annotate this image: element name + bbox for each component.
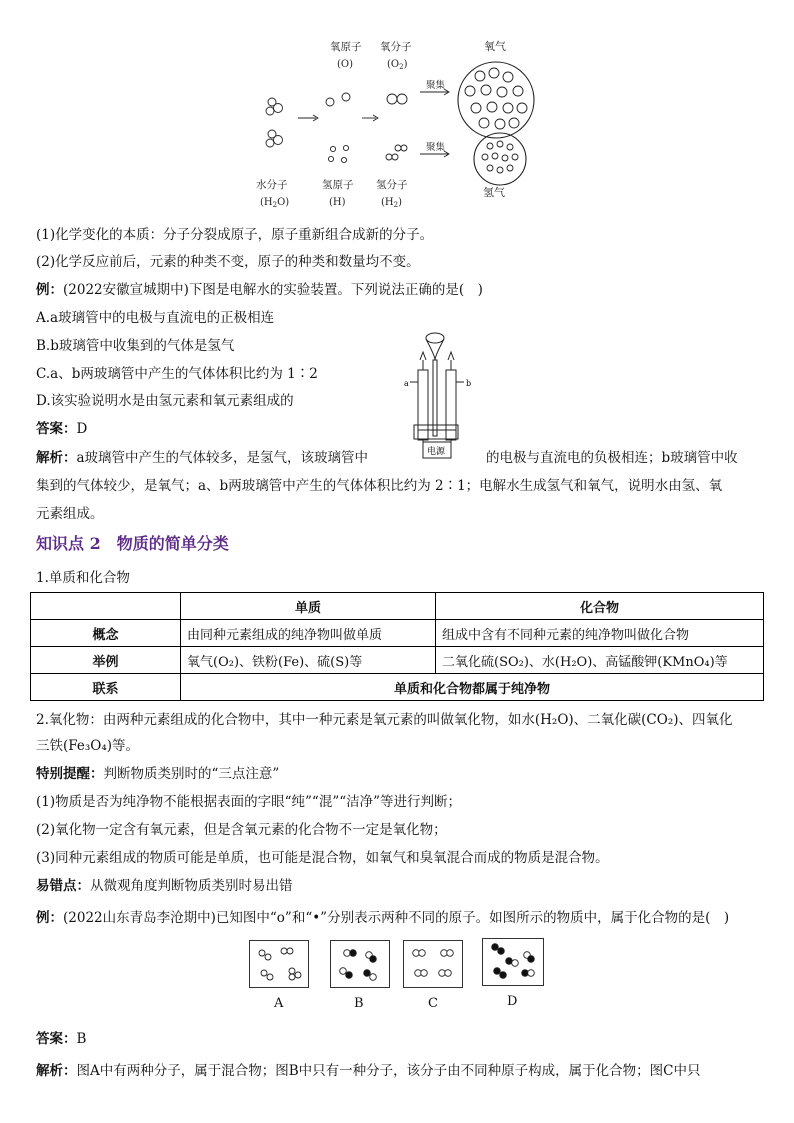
row-head: 举例 — [31, 647, 181, 674]
box-label-b: B — [354, 996, 364, 1011]
water-molecule-label: 水分子 — [256, 179, 288, 191]
answer-2 — [36, 1027, 86, 1047]
gather-label-2: 聚集 — [426, 142, 446, 153]
table-cell: 单质和化合物都属于纯净物 — [181, 674, 764, 701]
option-b: B.b玻璃管中收集到的气体是氢气 — [36, 338, 235, 354]
table-cell: 氧气(O₂)、铁粉(Fe)、硫(S)等 — [181, 647, 436, 674]
oxide-definition — [36, 708, 733, 728]
tip-2: (2)氧化物一定含有氧元素，但是含氧元素的化合物不一定是氧化物； — [36, 822, 447, 838]
option-a: A.a玻璃管中的电极与直流电的正极相连 — [36, 310, 275, 326]
explanation-label: 解析： — [36, 450, 77, 466]
particle-box-b — [330, 940, 390, 988]
explanation-text-b: 的电极与直流电的负极相连；b玻璃管中收 — [486, 450, 738, 466]
table-header-cell: 单质 — [181, 593, 436, 620]
answer-label: 答案： — [36, 1031, 77, 1047]
explanation-text: 图A中有两种分子，属于混合物；图B中只有一种分子，该分子由不同种原子构成，属于化合物；图C中只 — [76, 1063, 701, 1079]
error-text: 从微观角度判断物质类别时易出错 — [90, 878, 293, 894]
h-molecule-label: 氢分子 — [376, 179, 408, 191]
tip-3: (3)同种元素组成的物质可能是单质，也可能是混合物，如氧气和臭氧混合而成的物质是混合物。 — [36, 850, 609, 866]
tip-label: 特别提醒： — [36, 766, 104, 782]
example-text: (2022安徽宣城期中)下图是电解水的实验装置。下列说法正确的是( ) — [63, 282, 483, 298]
explanation-2 — [36, 1059, 701, 1079]
explanation-1 — [36, 446, 368, 466]
particle-box-a — [249, 940, 309, 988]
hydrogen-gas-label: 氢气 — [483, 186, 505, 199]
particle-box-d — [482, 938, 544, 986]
table-header-cell — [31, 593, 181, 620]
error-label: 易错点： — [36, 878, 90, 894]
tip-text: 判断物质类别时的“三点注意” — [103, 766, 280, 782]
error-point — [36, 874, 293, 894]
particle-box-c — [403, 940, 463, 988]
option-d: D.该实验说明水是由氢元素和氧元素组成的 — [36, 393, 294, 409]
example-label: 例： — [36, 910, 63, 926]
tube-a-label: a — [404, 379, 409, 388]
section-title: 知识点 2 物质的简单分类 — [36, 534, 229, 553]
power-label: 电源 — [427, 447, 446, 457]
oxide-def-text: 2.氧化物：由两种元素组成的化合物中，其中一种元素是氧元素的叫做氧化物，如水(H₂O)、二氧化碳(CO₂)、四氧化 — [36, 712, 733, 728]
example-1 — [36, 278, 483, 298]
h-molecule-symbol: $(H_2)$ — [381, 197, 402, 209]
example-text: (2022山东青岛李沧期中)已知图中“o”和“•”分别表示两种不同的原子。如图所示的物质中，属于化合物的是( ) — [63, 910, 730, 926]
oxide-definition-2: 三铁(Fe₃O₄)等。 — [36, 738, 140, 754]
tip-1: (1)物质是否为纯净物不能根据表面的字眼“纯”“混”“洁净”等进行判断； — [36, 794, 462, 810]
water-decomposition-diagram — [250, 36, 550, 214]
answer-value: B — [76, 1031, 87, 1047]
water-molecule-symbol: $(H_2O)$ — [260, 197, 290, 209]
tip-line — [36, 762, 279, 782]
option-c: C.a、b两玻璃管中产生的气体体积比约为 1∶2 — [36, 366, 318, 382]
electrolysis-apparatus — [400, 330, 480, 462]
example-label: 例： — [36, 282, 63, 298]
o-molecule-label: 氧分子 — [380, 41, 412, 53]
row-head: 联系 — [31, 674, 181, 701]
h-atom-symbol: (H) — [329, 197, 346, 208]
table-row — [31, 674, 764, 701]
row-head: 概念 — [31, 620, 181, 647]
explanation-text-a: a玻璃管中产生的气体较多，是氢气，该玻璃管中 — [76, 450, 369, 466]
table-cell: 由同种元素组成的纯净物叫做单质 — [181, 620, 436, 647]
answer-1 — [36, 417, 87, 437]
explanation-line-3: 元素组成。 — [36, 506, 104, 522]
oxygen-gas-label: 氧气 — [484, 40, 506, 53]
box-label-c: C — [428, 996, 438, 1011]
example-2 — [36, 906, 729, 926]
h-atom-label: 氢原子 — [322, 179, 354, 191]
tube-b-label: b — [466, 379, 472, 388]
classification-table — [30, 592, 764, 701]
table-cell: 组成中含有不同种元素的纯净物叫做化合物 — [436, 620, 764, 647]
table-row — [31, 647, 764, 674]
table-cell: 二氧化硫(SO₂)、水(H₂O)、高锰酸钾(KMnO₄)等 — [436, 647, 764, 674]
table-row — [31, 620, 764, 647]
o-atom-symbol: (O) — [337, 59, 354, 70]
answer-label: 答案： — [36, 421, 77, 437]
subheading-1: 1.单质和化合物 — [36, 570, 130, 586]
paragraph-2: (2)化学反应前后，元素的种类不变，原子的种类和数量均不变。 — [36, 254, 420, 270]
explanation-label: 解析： — [36, 1063, 77, 1079]
o-atom-label: 氧原子 — [330, 41, 362, 53]
o-molecule-symbol: $(O_2)$ — [387, 59, 408, 71]
box-label-d: D — [507, 994, 518, 1009]
table-header-row — [31, 593, 764, 620]
table-header-cell: 化合物 — [436, 593, 764, 620]
gather-label-1: 聚集 — [426, 80, 446, 91]
box-label-a: A — [274, 996, 284, 1011]
explanation-line-2: 集到的气体较少，是氧气；a、b两玻璃管中产生的气体体积比约为 2∶1；电解水生成氢气和氧气，说明水由氢、氧 — [36, 478, 723, 494]
paragraph-1: (1)化学变化的本质：分子分裂成原子，原子重新组合成新的分子。 — [36, 227, 434, 243]
answer-value: D — [76, 421, 88, 437]
